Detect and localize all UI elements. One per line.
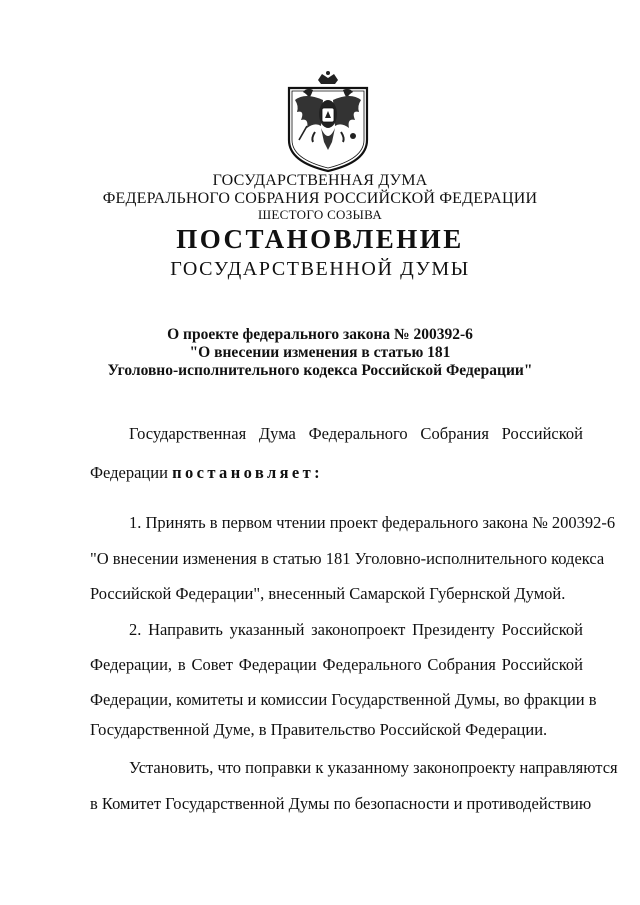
item1-line: Российской Федерации", внесенный Самарской Губернской Думой. — [90, 584, 566, 603]
title-line: "О внесении изменения в статью 181 — [189, 344, 451, 361]
russian-coat-of-arms-icon — [285, 70, 371, 174]
convocation-line: ШЕСТОГО СОЗЫВА — [257, 207, 383, 222]
item1-line: 1. Принять в первом чтении проект федерального закона № 200392-6 — [129, 513, 616, 532]
document-issuer-heading: ГОСУДАРСТВЕННОЙ ДУМЫ — [170, 258, 470, 280]
item3-line: Установить, что поправки к указанному законопроекту направляются — [129, 758, 618, 777]
intro-text: Федерации — [90, 463, 173, 482]
operative-verb: постановляет: — [172, 463, 324, 482]
item3-line: в Комитет Государственной Думы по безопасности и противодействию — [90, 794, 592, 813]
item1-line: "О внесении изменения в статью 181 Уголовно-исполнительного кодекса — [90, 549, 605, 568]
title-line: О проекте федерального закона № 200392-6 — [167, 326, 473, 343]
intro-line: Государственная Дума Федерального Собрания Российской — [129, 424, 583, 443]
title-line: Уголовно-исполнительного кодекса Российской Федерации" — [107, 362, 533, 379]
org-name-line2: ФЕДЕРАЛЬНОГО СОБРАНИЯ РОССИЙСКОЙ ФЕДЕРАЦИИ — [102, 190, 538, 207]
item2-line: Федерации, в Совет Федерации Федерального Собрания Российской — [90, 655, 583, 674]
document-type-heading: ПОСТАНОВЛЕНИЕ — [176, 224, 464, 254]
item2-line: Федерации, комитеты и комиссии Государственной Думы, во фракции в — [90, 690, 597, 709]
org-name-line1: ГОСУДАРСТВЕННАЯ ДУМА — [212, 172, 428, 189]
intro-line — [90, 463, 583, 483]
item2-line: 2. Направить указанный законопроект Президенту Российской — [129, 620, 583, 639]
item2-line: Государственной Думе, в Правительство Российской Федерации. — [90, 720, 548, 739]
resolution-title — [0, 326, 640, 380]
